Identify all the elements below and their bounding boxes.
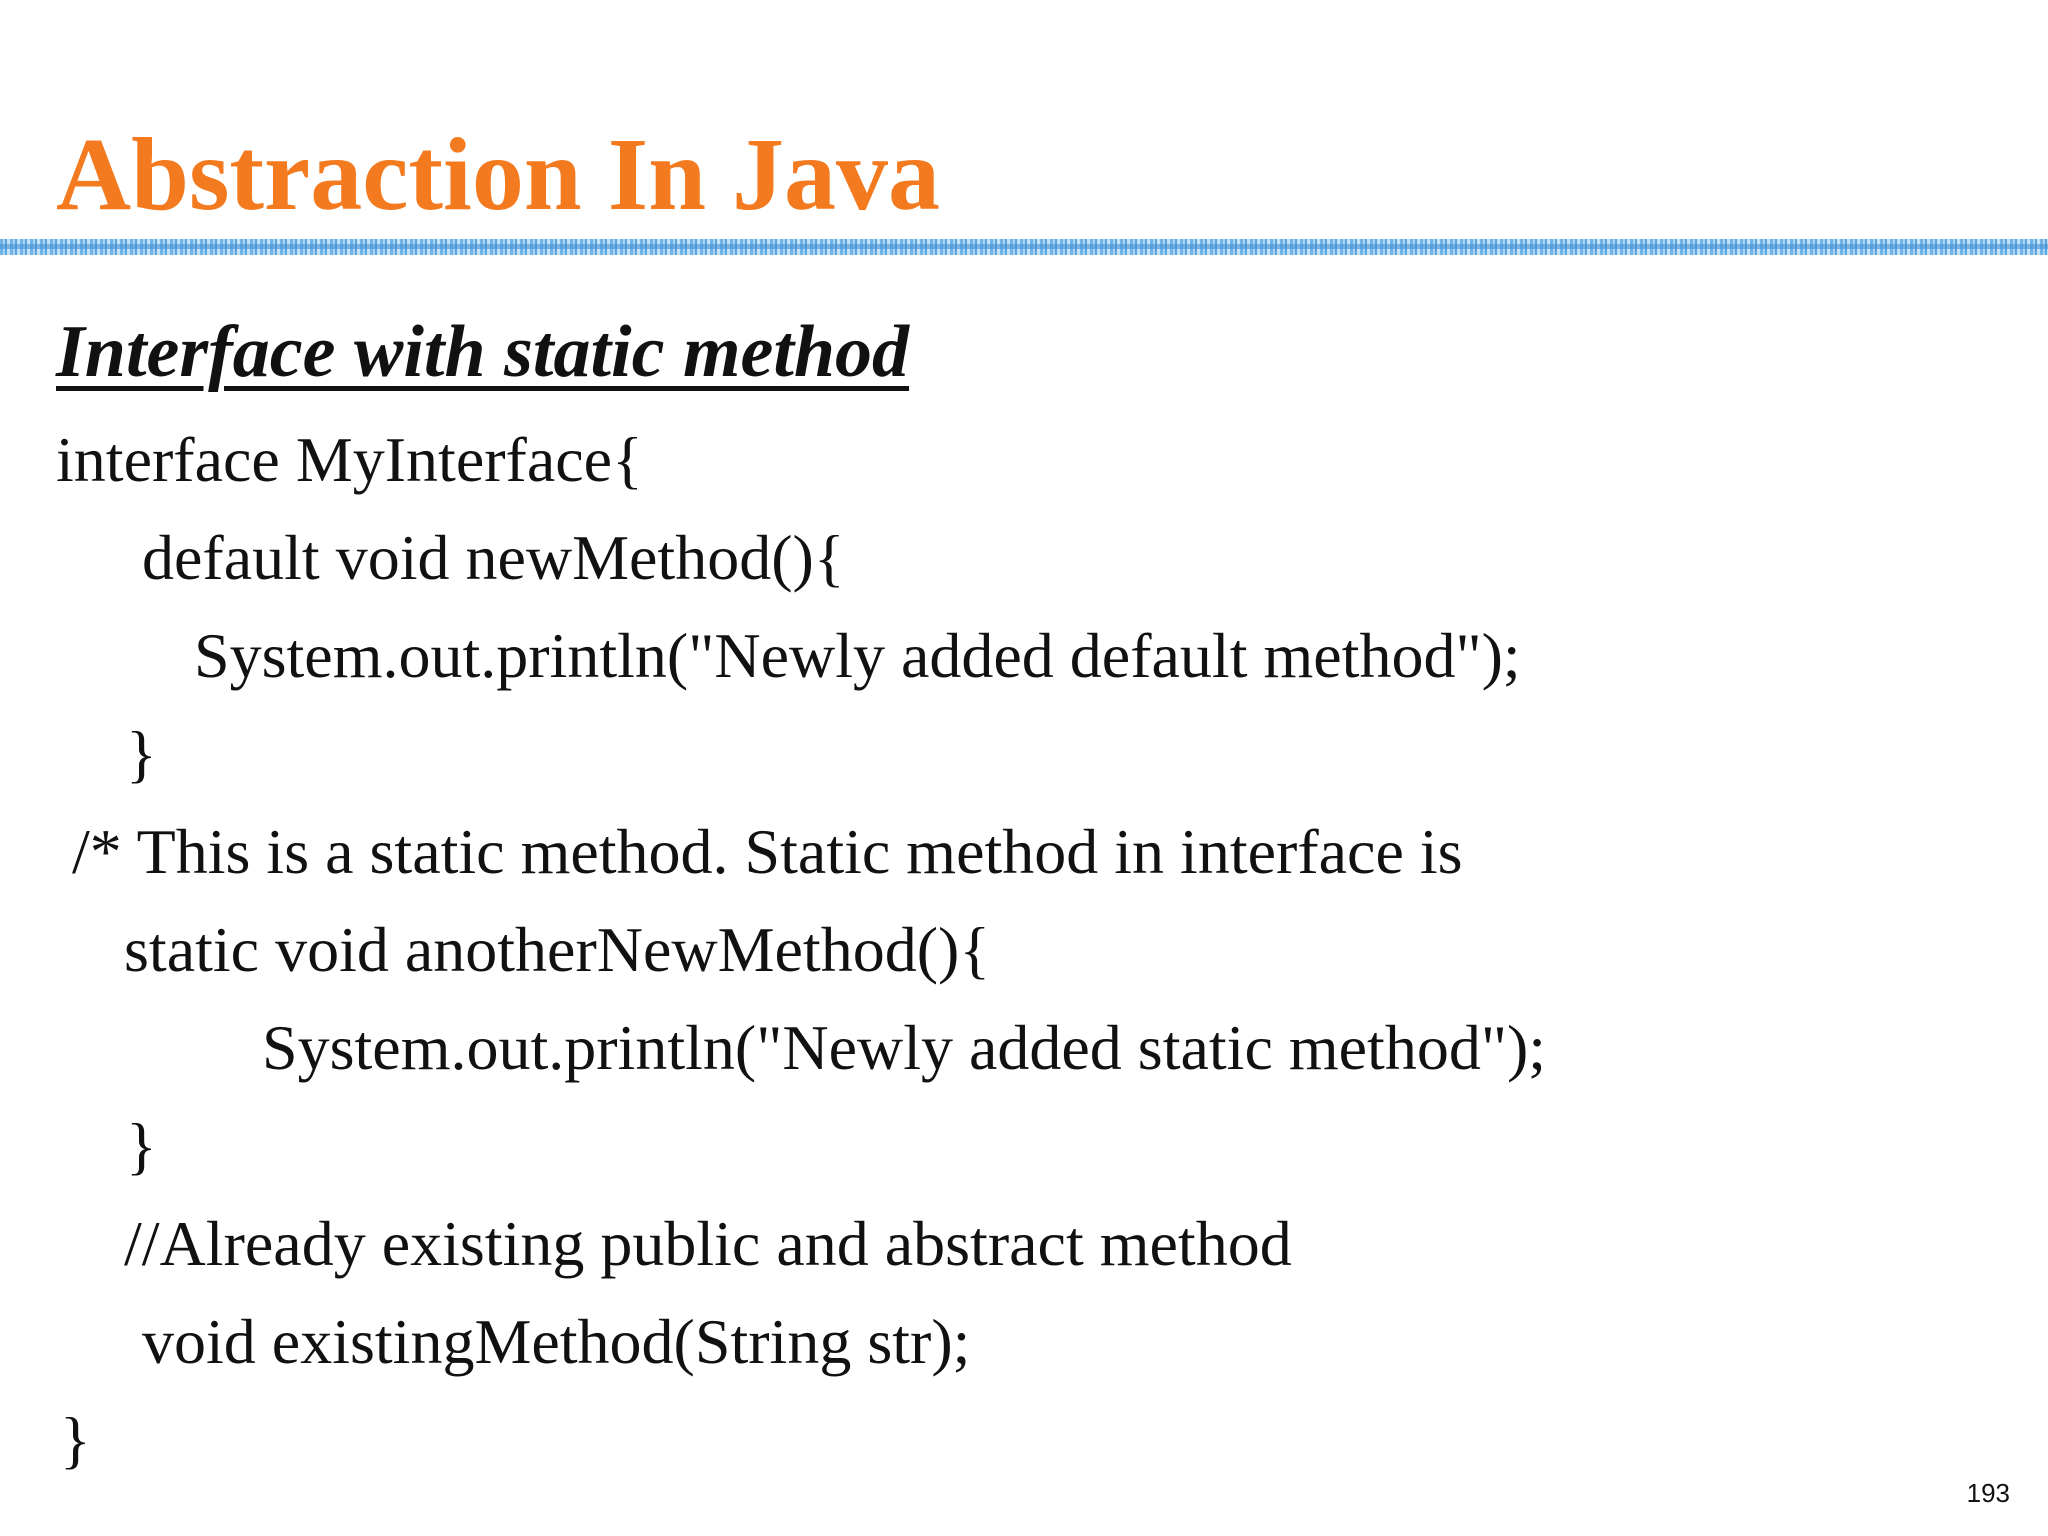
code-line: //Already existing public and abstract method <box>124 1208 1292 1279</box>
code-line: } <box>126 1110 157 1181</box>
code-line: void existingMethod(String str); <box>142 1306 971 1377</box>
code-line: } <box>126 718 157 789</box>
code-line: static void anotherNewMethod(){ <box>124 914 991 985</box>
code-line: System.out.println("Newly added static method"); <box>262 1012 1547 1083</box>
code-line: default void newMethod(){ <box>142 522 845 593</box>
title-divider <box>0 239 2048 255</box>
slide-title: Abstraction In Java <box>56 117 941 232</box>
section-subheading: Interface with static method <box>56 311 910 393</box>
code-line: System.out.println("Newly added default method"); <box>194 620 1521 691</box>
code-line: /* This is a static method. Static method in interface is <box>72 816 1463 887</box>
code-line: } <box>60 1404 91 1475</box>
code-line: interface MyInterface{ <box>56 424 643 495</box>
page-number: 193 <box>1966 1478 2010 1508</box>
